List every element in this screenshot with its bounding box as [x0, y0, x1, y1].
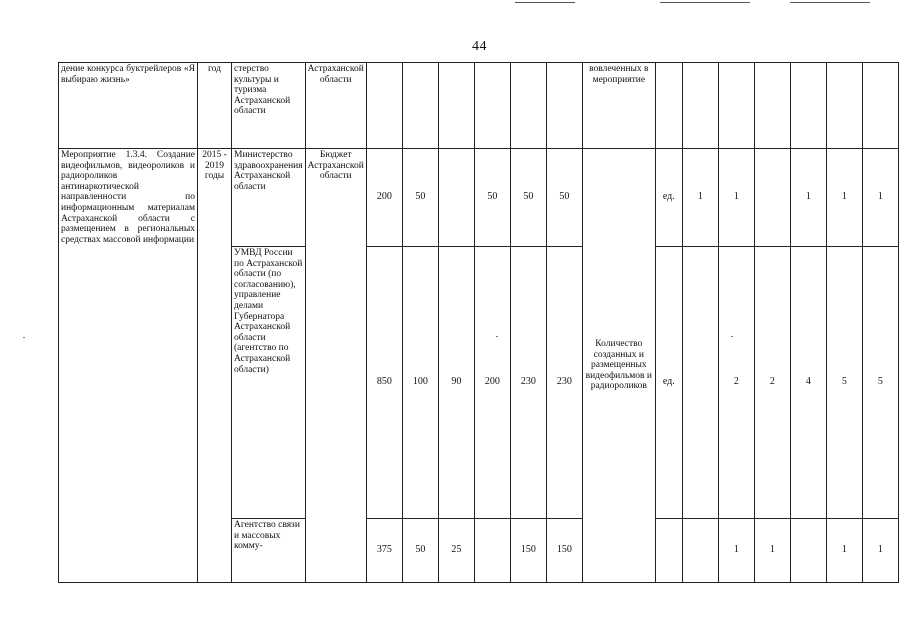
- cost-2018-cell: 230: [510, 247, 546, 519]
- cost-2015-cell: 50: [402, 519, 438, 583]
- cost-2016-cell: 90: [438, 247, 474, 519]
- period-cell: год: [198, 63, 232, 149]
- cost-cell: [402, 63, 438, 149]
- cost-2019-cell: 230: [546, 247, 582, 519]
- scan-speck: [23, 337, 25, 338]
- unit-cell: ед.: [655, 149, 682, 247]
- page-number: 44: [472, 39, 487, 54]
- value-2019-cell: 1: [862, 149, 898, 247]
- value-2019-cell: 1: [862, 519, 898, 583]
- cost-total-cell: 375: [366, 519, 402, 583]
- value-2018-cell: 1: [826, 149, 862, 247]
- cost-total-cell: 850: [366, 247, 402, 519]
- cost-2015-cell: 100: [402, 247, 438, 519]
- unit-cell: [655, 63, 682, 149]
- cost-2019-cell: 50: [546, 149, 582, 247]
- value-2016-cell: [754, 149, 790, 247]
- scan-artifact-line: [790, 2, 870, 3]
- cost-2017-cell: 50: [474, 149, 510, 247]
- cost-cell: [438, 63, 474, 149]
- value-base-cell: 1: [682, 149, 718, 247]
- source-cell: Бюджет Астраханской области: [305, 149, 366, 583]
- value-base-cell: [682, 519, 718, 583]
- executor-cell: УМВД России по Астраханской области (по согласованию), управление делами Губернатора Астраханской области (агентство по Астраханской области): [232, 247, 306, 519]
- value-2015-cell: 2: [718, 247, 754, 519]
- measure-name-cell: Мероприятие 1.3.4. Создание видеофильмов, видеороликов и радиороликов антинаркотической направленности по информационным материалам Астраханской области с размещением в региональных средствах массовой информации: [59, 149, 198, 583]
- cost-2017-cell: [474, 519, 510, 583]
- value-cell: [862, 63, 898, 149]
- value-cell: [754, 63, 790, 149]
- indicator-cell: Количество созданных и размещенных видеофильмов и радиороликов: [582, 149, 655, 583]
- source-cell: Астраханской области: [305, 63, 366, 149]
- cost-cell: [474, 63, 510, 149]
- value-2015-cell: 1: [718, 149, 754, 247]
- cost-cell: [366, 63, 402, 149]
- unit-cell: [655, 519, 682, 583]
- table-row: [59, 149, 899, 247]
- value-2016-cell: 1: [754, 519, 790, 583]
- unit-cell: ед.: [655, 247, 682, 519]
- cost-2019-cell: 150: [546, 519, 582, 583]
- value-cell: [790, 63, 826, 149]
- value-2017-cell: [790, 519, 826, 583]
- value-base-cell: [682, 247, 718, 519]
- period-cell: 2015 - 2019 годы: [198, 149, 232, 583]
- executor-cell: Министерство здравоохранения Астраханской области: [232, 149, 306, 247]
- value-cell: [682, 63, 718, 149]
- cost-2016-cell: 25: [438, 519, 474, 583]
- cost-2017-cell: 200: [474, 247, 510, 519]
- table-row: [59, 63, 899, 149]
- value-2016-cell: 2: [754, 247, 790, 519]
- cost-2015-cell: 50: [402, 149, 438, 247]
- cost-cell: [546, 63, 582, 149]
- scan-artifact-line: [660, 2, 750, 3]
- value-2017-cell: 1: [790, 149, 826, 247]
- program-measures-table: [58, 62, 899, 583]
- scan-artifact-line: [515, 2, 575, 3]
- measure-name-cell: дение конкурса буктрейлеров «Я выбираю жизнь»: [59, 63, 198, 149]
- value-2018-cell: 1: [826, 519, 862, 583]
- executor-cell: стерство культуры и туризма Астраханской области: [232, 63, 306, 149]
- cost-cell: [510, 63, 546, 149]
- cost-2018-cell: 150: [510, 519, 546, 583]
- cost-total-cell: 200: [366, 149, 402, 247]
- value-2019-cell: 5: [862, 247, 898, 519]
- indicator-cell: вовлеченных в мероприятие: [582, 63, 655, 149]
- cost-2016-cell: [438, 149, 474, 247]
- value-2015-cell: 1: [718, 519, 754, 583]
- value-2018-cell: 5: [826, 247, 862, 519]
- value-cell: [718, 63, 754, 149]
- executor-cell: Агентство связи и массовых комму-: [232, 519, 306, 583]
- cost-2018-cell: 50: [510, 149, 546, 247]
- value-2017-cell: 4: [790, 247, 826, 519]
- value-cell: [826, 63, 862, 149]
